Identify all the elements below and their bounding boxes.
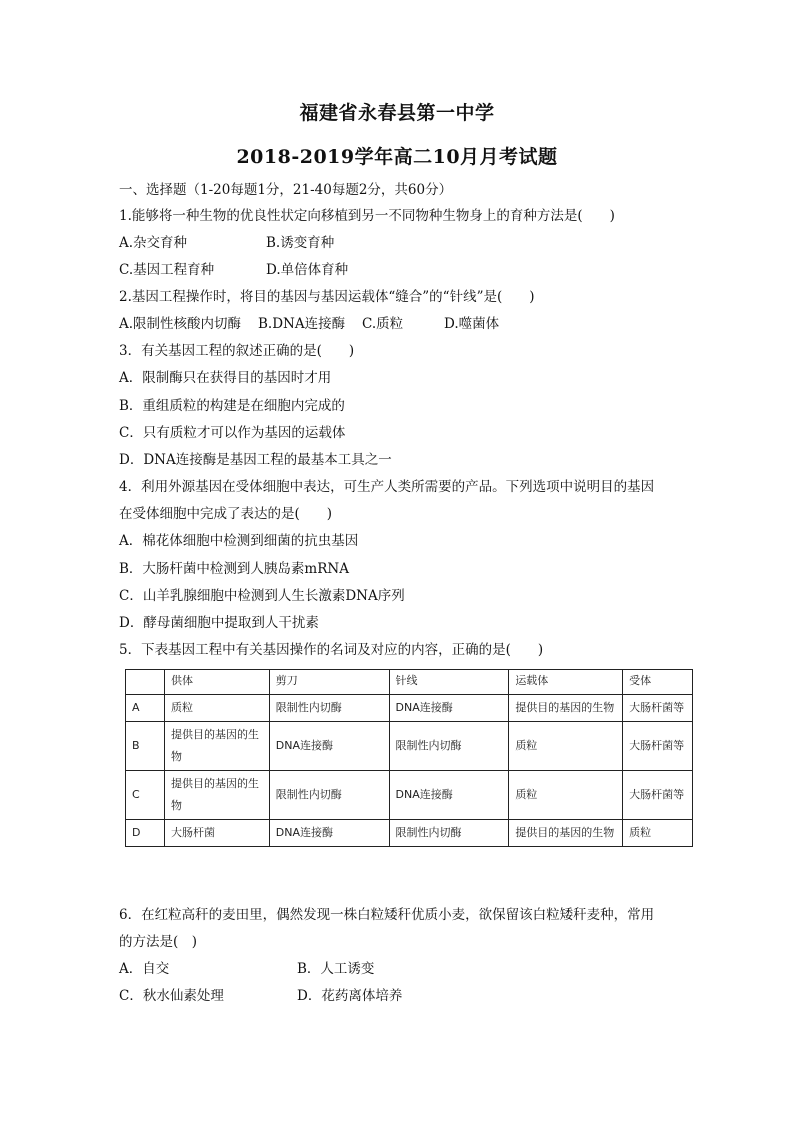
table-cell: 质粒 bbox=[509, 722, 623, 771]
table-cell: DNA连接酶 bbox=[269, 820, 389, 847]
q3-option-c: C．只有质粒才可以作为基因的运载体 bbox=[119, 425, 346, 441]
table-cell: 大肠杆菌等 bbox=[623, 695, 693, 722]
q4-option-d: D．酵母菌细胞中提取到人干扰素 bbox=[119, 615, 319, 631]
q2-option-b: B.DNA连接酶 bbox=[258, 316, 346, 332]
table-cell: 提供目的基因的生物 bbox=[164, 771, 269, 820]
q4-option-b: B．大肠杆菌中检测到人胰岛素mRNA bbox=[119, 561, 349, 577]
table-row bbox=[126, 771, 693, 820]
table-header-row bbox=[126, 670, 693, 695]
table-cell: 质粒 bbox=[509, 771, 623, 820]
table-cell: DNA连接酶 bbox=[389, 771, 509, 820]
q4-stem-line2: 在受体细胞中完成了表达的是( ) bbox=[119, 506, 333, 522]
q6-option-b: B．人工诱变 bbox=[297, 961, 375, 977]
school-title: 福建省永春县第一中学 bbox=[299, 102, 495, 124]
q6-option-a: A．自交 bbox=[119, 961, 170, 977]
table-cell: C bbox=[126, 771, 165, 820]
table-header-cell: 针线 bbox=[389, 670, 509, 695]
q3-option-d: D．DNA连接酶是基因工程的最基本工具之一 bbox=[119, 452, 392, 468]
table-cell: DNA连接酶 bbox=[269, 722, 389, 771]
table-cell: 质粒 bbox=[164, 695, 269, 722]
table-row bbox=[126, 695, 693, 722]
q6-option-d: D．花药离体培养 bbox=[297, 988, 403, 1004]
table-cell: 提供目的基因的生物 bbox=[509, 695, 623, 722]
table-cell: 限制性内切酶 bbox=[389, 820, 509, 847]
q3-option-a: A．限制酶只在获得目的基因时才用 bbox=[119, 370, 332, 386]
table-cell: 提供目的基因的生物 bbox=[509, 820, 623, 847]
section-heading: 一、选择题（1-20每题1分，21-40每题2分，共60分） bbox=[119, 182, 453, 198]
q1-option-b: B.诱变育种 bbox=[266, 235, 335, 251]
q2-option-d: D.噬菌体 bbox=[444, 316, 500, 332]
exam-title: 2018-2019学年高二10月月考试题 bbox=[236, 146, 558, 168]
table-cell: B bbox=[126, 722, 165, 771]
q1-option-d: D.单倍体育种 bbox=[266, 262, 349, 278]
q5-stem: 5．下表基因工程中有关基因操作的名词及对应的内容，正确的是( ) bbox=[119, 642, 544, 658]
table-cell: 限制性内切酶 bbox=[269, 771, 389, 820]
q4-option-a: A．棉花体细胞中检测到细菌的抗虫基因 bbox=[119, 533, 359, 549]
table-row bbox=[126, 722, 693, 771]
table-cell: DNA连接酶 bbox=[389, 695, 509, 722]
q4-stem-line1: 4．利用外源基因在受体细胞中表达，可生产人类所需要的产品。下列选项中说明目的基因 bbox=[119, 479, 655, 495]
table-cell: 限制性内切酶 bbox=[389, 722, 509, 771]
q6-option-c: C．秋水仙素处理 bbox=[119, 988, 224, 1004]
q1-option-c: C.基因工程育种 bbox=[119, 262, 215, 278]
q6-stem-line2: 的方法是( ) bbox=[119, 934, 198, 950]
q4-option-c: C．山羊乳腺细胞中检测到人生长激素DNA序列 bbox=[119, 588, 405, 604]
table-header-cell: 运载体 bbox=[509, 670, 623, 695]
table-header-cell: 受体 bbox=[623, 670, 693, 695]
table-header-cell: 供体 bbox=[164, 670, 269, 695]
table-row bbox=[126, 820, 693, 847]
q3-option-b: B．重组质粒的构建是在细胞内完成的 bbox=[119, 398, 345, 414]
table-cell: 大肠杆菌等 bbox=[623, 722, 693, 771]
table-cell: 质粒 bbox=[623, 820, 693, 847]
gene-operation-table bbox=[125, 669, 693, 847]
q1-option-a: A.杂交育种 bbox=[119, 235, 188, 251]
q2-option-c: C.质粒 bbox=[362, 316, 404, 332]
table-cell: A bbox=[126, 695, 165, 722]
table-cell: 大肠杆菌 bbox=[164, 820, 269, 847]
table-cell: 大肠杆菌等 bbox=[623, 771, 693, 820]
table-cell: 提供目的基因的生物 bbox=[164, 722, 269, 771]
table-cell: 限制性内切酶 bbox=[269, 695, 389, 722]
q2-stem: 2.基因工程操作时，将目的基因与基因运载体“缝合”的“针线”是( ) bbox=[119, 289, 535, 305]
table-header-cell: 剪刀 bbox=[269, 670, 389, 695]
q1-stem: 1.能够将一种生物的优良性状定向移植到另一不同物种生物身上的育种方法是( ) bbox=[119, 208, 615, 224]
q3-stem: 3．有关基因工程的叙述正确的是( ) bbox=[119, 343, 355, 359]
table-header-cell bbox=[126, 670, 165, 695]
table-cell: D bbox=[126, 820, 165, 847]
q2-option-a: A.限制性核酸内切酶 bbox=[119, 316, 242, 332]
q6-stem-line1: 6．在红粒高秆的麦田里，偶然发现一株白粒矮秆优质小麦，欲保留该白粒矮秆麦种，常用 bbox=[119, 907, 655, 923]
